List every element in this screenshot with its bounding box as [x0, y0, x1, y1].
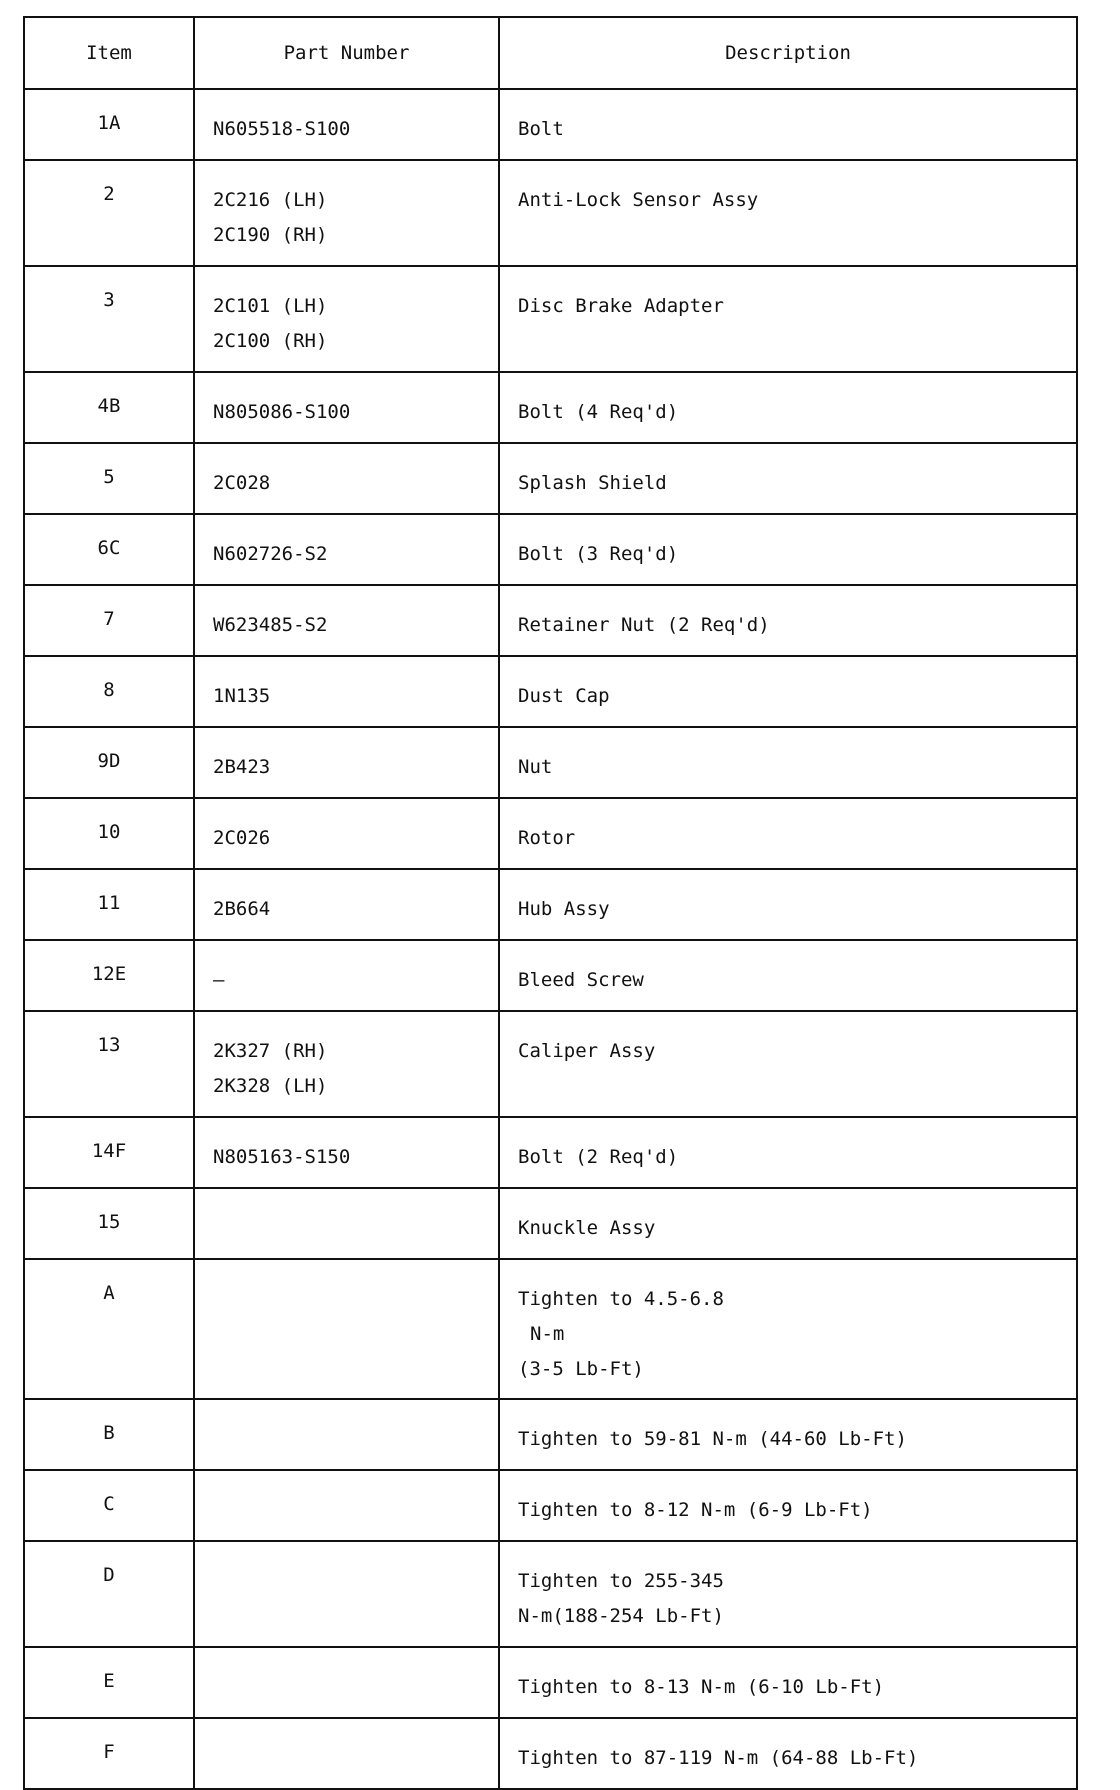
table-row [24, 1647, 1077, 1718]
item-cell: 5 [24, 443, 194, 514]
part-number-cell [194, 1188, 499, 1259]
part-number-cell [194, 443, 499, 514]
description-cell [499, 1718, 1077, 1789]
table-row [24, 266, 1077, 372]
header-row [24, 17, 1077, 89]
part-number-cell [194, 1117, 499, 1188]
item-cell: 9D [24, 727, 194, 798]
description-cell [499, 89, 1077, 160]
description-cell [499, 443, 1077, 514]
item-cell: D [24, 1541, 194, 1647]
description-cell [499, 1117, 1077, 1188]
table-row [24, 514, 1077, 585]
item-cell: 10 [24, 798, 194, 869]
part-number-cell [194, 1718, 499, 1789]
item-cell: 13 [24, 1011, 194, 1117]
table-row [24, 1188, 1077, 1259]
description-line: Retainer Nut (2 Req'd) [518, 614, 770, 636]
part-number-cell [194, 514, 499, 585]
description-line: Dust Cap [518, 685, 610, 707]
part-number-cell [194, 1011, 499, 1117]
table-row [24, 160, 1077, 266]
part-number-line: N605518-S100 [213, 118, 351, 140]
item-cell: 14F [24, 1117, 194, 1188]
description-cell [499, 1470, 1077, 1541]
part-number-line: 2C100 (RH) [213, 330, 328, 352]
description-line: Tighten to 59-81 N-m (44-60 Lb-Ft) [518, 1428, 907, 1450]
part-number-cell [194, 89, 499, 160]
description-cell [499, 1399, 1077, 1470]
table-row [24, 869, 1077, 940]
header-description: Description [499, 17, 1077, 89]
description-cell [499, 372, 1077, 443]
item-cell: 4B [24, 372, 194, 443]
table-row [24, 372, 1077, 443]
description-cell [499, 727, 1077, 798]
part-number-line: 2C216 (LH) [213, 189, 328, 211]
item-cell: 11 [24, 869, 194, 940]
part-number-line: N602726-S2 [213, 543, 328, 565]
part-number-line: — [213, 969, 225, 991]
table-row [24, 1011, 1077, 1117]
item-cell: A [24, 1259, 194, 1399]
part-number-cell [194, 656, 499, 727]
table-row [24, 727, 1077, 798]
part-number-cell [194, 869, 499, 940]
description-line: Bolt (2 Req'd) [518, 1146, 679, 1168]
table-row [24, 1541, 1077, 1647]
part-number-line: 2K327 (RH) [213, 1040, 328, 1062]
description-line: Bolt [518, 118, 564, 140]
part-number-line: N805163-S150 [213, 1146, 351, 1168]
description-cell [499, 798, 1077, 869]
description-line: Tighten to 8-13 N-m (6-10 Lb-Ft) [518, 1676, 885, 1698]
description-line: Tighten to 8-12 N-m (6-9 Lb-Ft) [518, 1499, 873, 1521]
part-number-cell [194, 585, 499, 656]
description-line: Tighten to 87-119 N-m (64-88 Lb-Ft) [518, 1747, 919, 1769]
description-cell [499, 1259, 1077, 1399]
item-cell: 3 [24, 266, 194, 372]
table-row [24, 1718, 1077, 1789]
description-cell [499, 1188, 1077, 1259]
part-number-line: 1N135 [213, 685, 271, 707]
description-cell [499, 1541, 1077, 1647]
description-line: Bolt (3 Req'd) [518, 543, 679, 565]
header-part-number: Part Number [194, 17, 499, 89]
description-line: Tighten to 255-345 [518, 1570, 724, 1592]
part-number-cell [194, 1647, 499, 1718]
item-cell: 1A [24, 89, 194, 160]
description-cell [499, 266, 1077, 372]
part-number-line: 2C026 [213, 827, 271, 849]
part-number-cell [194, 160, 499, 266]
description-line: Hub Assy [518, 898, 610, 920]
part-number-line: W623485-S2 [213, 614, 328, 636]
item-cell: F [24, 1718, 194, 1789]
description-line: Nut [518, 756, 553, 778]
part-number-line: 2K328 (LH) [213, 1075, 328, 1097]
header-item: Item [24, 17, 194, 89]
part-number-line: 2C028 [213, 472, 271, 494]
table-body [24, 89, 1077, 1789]
item-cell: 8 [24, 656, 194, 727]
part-number-cell [194, 940, 499, 1011]
item-cell: 6C [24, 514, 194, 585]
table-row [24, 1117, 1077, 1188]
part-number-line: 2C101 (LH) [213, 295, 328, 317]
part-number-cell [194, 1399, 499, 1470]
description-line: Anti-Lock Sensor Assy [518, 189, 759, 211]
description-line: Caliper Assy [518, 1040, 656, 1062]
part-number-cell [194, 1470, 499, 1541]
part-number-cell [194, 1541, 499, 1647]
table-row [24, 940, 1077, 1011]
table-row [24, 585, 1077, 656]
description-line: Bleed Screw [518, 969, 644, 991]
description-line: Bolt (4 Req'd) [518, 401, 679, 423]
item-cell: 2 [24, 160, 194, 266]
table-row [24, 89, 1077, 160]
table-row [24, 443, 1077, 514]
item-cell: 12E [24, 940, 194, 1011]
part-number-cell [194, 266, 499, 372]
part-number-line: 2B423 [213, 756, 271, 778]
description-cell [499, 940, 1077, 1011]
description-line: N-m [530, 1323, 565, 1345]
description-cell [499, 656, 1077, 727]
description-cell [499, 160, 1077, 266]
item-cell: 15 [24, 1188, 194, 1259]
description-cell [499, 1011, 1077, 1117]
part-number-line: 2B664 [213, 898, 271, 920]
item-cell: 7 [24, 585, 194, 656]
description-line: Tighten to 4.5-6.8 [518, 1288, 724, 1310]
table-row [24, 1470, 1077, 1541]
part-number-line: N805086-S100 [213, 401, 351, 423]
description-cell [499, 514, 1077, 585]
parts-table [23, 16, 1078, 1790]
item-cell: B [24, 1399, 194, 1470]
description-line: Disc Brake Adapter [518, 295, 724, 317]
description-cell [499, 585, 1077, 656]
item-cell: E [24, 1647, 194, 1718]
part-number-line: 2C190 (RH) [213, 224, 328, 246]
description-line: (3-5 Lb-Ft) [518, 1358, 644, 1380]
item-cell: C [24, 1470, 194, 1541]
description-line: Rotor [518, 827, 576, 849]
part-number-cell [194, 1259, 499, 1399]
table-row [24, 656, 1077, 727]
part-number-cell [194, 798, 499, 869]
table-row [24, 1259, 1077, 1399]
description-cell [499, 869, 1077, 940]
part-number-cell [194, 727, 499, 798]
description-line: N-m(188-254 Lb-Ft) [518, 1605, 724, 1627]
description-line: Splash Shield [518, 472, 667, 494]
description-cell [499, 1647, 1077, 1718]
table-row [24, 798, 1077, 869]
description-line: Knuckle Assy [518, 1217, 656, 1239]
part-number-cell [194, 372, 499, 443]
table-row [24, 1399, 1077, 1470]
